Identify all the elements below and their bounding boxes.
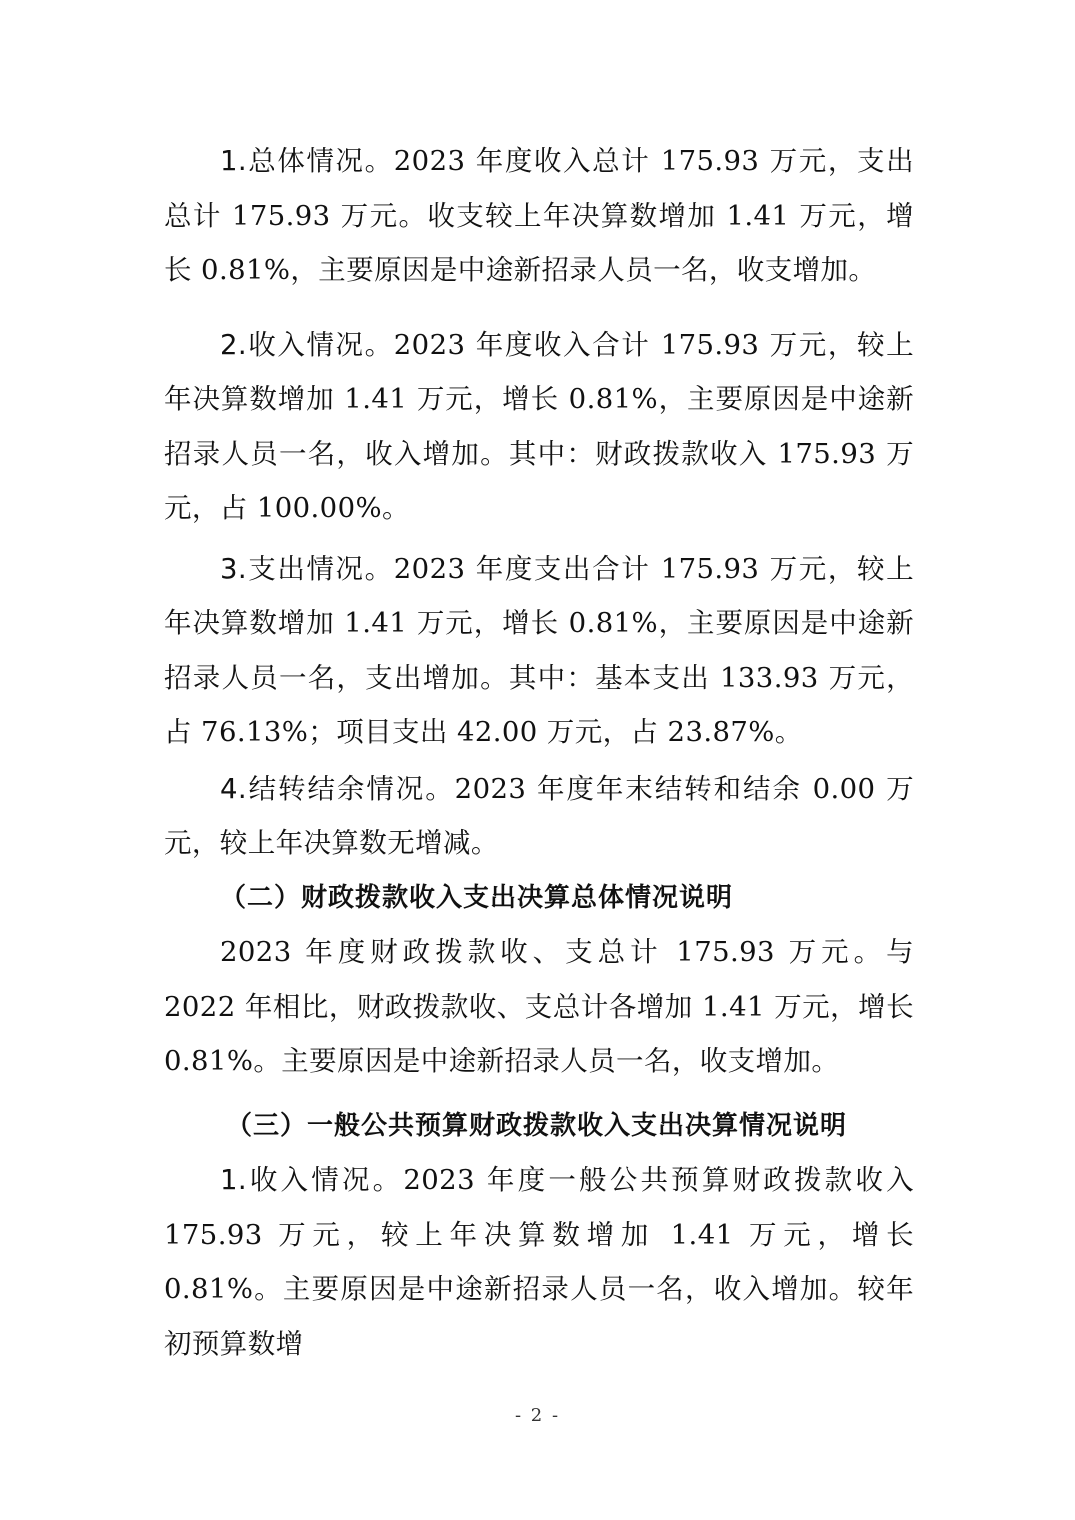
paragraph-overall xyxy=(164,134,914,298)
paragraph-general-budget-income xyxy=(164,1153,914,1371)
paragraph-fiscal-total xyxy=(164,925,914,1089)
paragraph-income xyxy=(164,318,914,536)
page-number: - 2 - xyxy=(514,1405,561,1426)
paragraph-lead: 2.收入情况。 xyxy=(220,328,394,361)
paragraph-lead: 3.支出情况。 xyxy=(220,552,394,585)
paragraph-text: 2023 年度年末结转和结余 0.00 万元，较上年决算数无增减。 xyxy=(164,772,914,859)
paragraph-text: 2023 年度一般公共预算财政拨款收入 175.93 万元，较上年决算数增加 1.41 万元，增长 0.81%。主要原因是中途新招录人员一名，收入增加。较年初预算数增 xyxy=(164,1164,914,1360)
document-body xyxy=(164,134,914,1371)
paragraph-lead: 1.收入情况。 xyxy=(220,1164,404,1196)
paragraph-expenditure xyxy=(164,542,914,760)
paragraph-lead: 4.结转结余情况。 xyxy=(220,772,455,805)
paragraph-text: 2023 年度支出合计 175.93 万元，较上年决算数增加 1.41 万元，增长 0.81%，主要原因是中途新招录人员一名，支出增加。其中：基本支出 133.93 万元，占 76.13%；项目支出 42.00 万元，占 23.87%。 xyxy=(164,552,914,748)
paragraph-text: 2023 年度收入合计 175.93 万元，较上年决算数增加 1.41 万元，增长 0.81%，主要原因是中途新招录人员一名，收入增加。其中：财政拨款收入 175.93 万元，占 100.00%。 xyxy=(164,328,914,524)
paragraph-carryover xyxy=(164,762,914,871)
section-heading-3: （三）一般公共预算财政拨款收入支出决算情况说明 xyxy=(226,1110,848,1141)
section-heading-2: （二）财政拨款收入支出决算总体情况说明 xyxy=(220,882,734,913)
paragraph-text: 2023 年度财政拨款收、支总计 175.93 万元。与 2022 年相比，财政拨款收、支总计各增加 1.41 万元，增长 0.81%。主要原因是中途新招录人员一名，收支增加。 xyxy=(164,936,914,1077)
paragraph-lead: 1.总体情况。 xyxy=(220,145,394,177)
paragraph-text: 2023 年度收入总计 175.93 万元，支出总计 175.93 万元。收支较上年决算数增加 1.41 万元，增长 0.81%，主要原因是中途新招录人员一名，收支增加。 xyxy=(164,145,914,286)
